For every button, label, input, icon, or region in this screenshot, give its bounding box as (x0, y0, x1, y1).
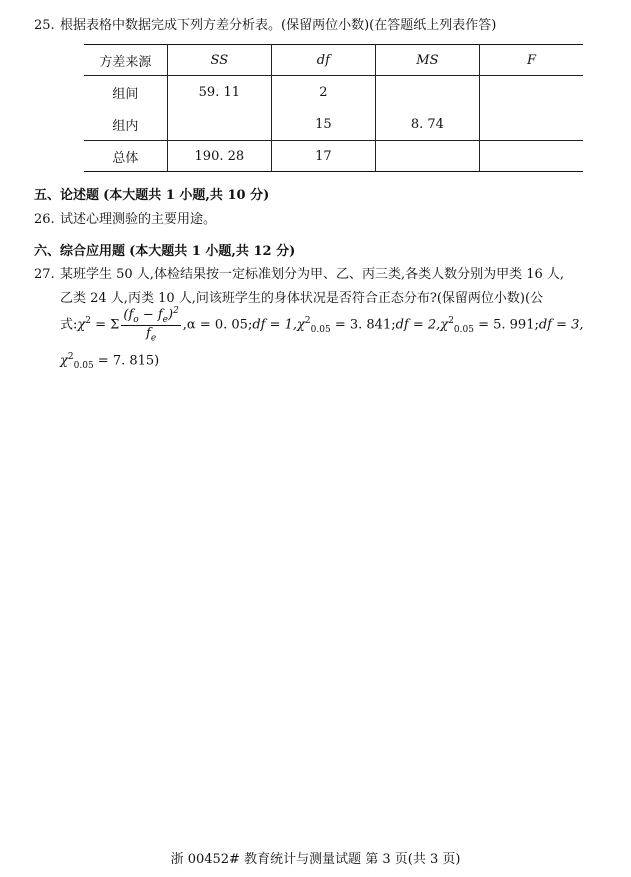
table-cell: 组内 (84, 108, 167, 141)
table-cell (479, 141, 583, 172)
subscript: 0.05 (453, 324, 474, 335)
df-value: df = 1, (252, 317, 298, 333)
table-row (84, 141, 583, 172)
table-cell: 2 (271, 76, 375, 109)
df-value: df = 2, (395, 317, 441, 333)
sigma-sign: = Σ (91, 317, 120, 333)
fraction-denominator (121, 326, 180, 344)
chi-symbol: χ (440, 317, 449, 333)
question-text: 根据表格中数据完成下列方差分析表。(保留两位小数)(在答题纸上列表作答) (60, 18, 497, 33)
table-cell (375, 141, 479, 172)
superscript: 2 (304, 315, 311, 326)
fraction (121, 306, 180, 344)
critical-value: = 7. 815) (93, 353, 160, 369)
table-cell (479, 108, 583, 141)
table-cell (167, 108, 271, 141)
section-title: 六、综合应用题 (34, 244, 126, 259)
alpha-value: ,α = 0. 05; (182, 317, 253, 333)
table-cell: 59. 11 (167, 76, 271, 109)
numerator-part: ) (167, 307, 174, 323)
section-note: (本大题共 1 小题,共 10 分) (103, 188, 270, 203)
chi-square-formula (60, 306, 584, 344)
superscript: 2 (85, 315, 92, 326)
question-text: 试述心理测验的主要用途。 (60, 212, 217, 227)
critical-value: = 3. 841; (330, 317, 396, 333)
table-cell: 17 (271, 141, 375, 172)
superscript: 2 (448, 315, 454, 326)
anova-table (84, 44, 583, 172)
page-footer: 浙 00452# 教育统计与测量试题 第 3 页(共 3 页) (170, 852, 461, 867)
header-f: F (479, 45, 583, 76)
header-ss: SS (167, 45, 271, 76)
question-number: 26. (34, 212, 55, 227)
numerator-part: (f (123, 307, 134, 323)
chi-symbol: χ (77, 317, 86, 333)
question-number: 25. (34, 18, 55, 33)
header-source: 方差来源 (84, 45, 167, 76)
table-cell (375, 76, 479, 109)
question-26 (34, 208, 216, 227)
question-25 (34, 14, 496, 33)
table-cell: 总体 (84, 141, 167, 172)
df-value: df = 3, (538, 317, 584, 333)
superscript: 2 (67, 352, 74, 362)
table-cell (479, 76, 583, 109)
subscript: o (133, 314, 139, 325)
fraction-numerator (121, 306, 180, 326)
section-6-heading (34, 240, 295, 259)
formula-prefix: 式: (60, 317, 78, 333)
section-title: 五、论述题 (34, 188, 100, 203)
question-text: 某班学生 50 人,体检结果按一定标准划分为甲、乙、丙三类,各类人数分别为甲类 16 人, (60, 267, 565, 282)
table-row (84, 108, 583, 141)
chi-symbol: χ (297, 317, 305, 333)
question-27-line-1 (34, 263, 564, 282)
formula-continuation (60, 352, 159, 371)
table-cell: 8. 74 (375, 108, 479, 141)
table-cell: 组间 (84, 76, 167, 109)
section-note: (本大题共 1 小题,共 12 分) (129, 244, 296, 259)
subscript: e (162, 314, 168, 325)
question-number: 27. (34, 267, 55, 282)
table-cell: 15 (271, 108, 375, 141)
table-cell: 190. 28 (167, 141, 271, 172)
subscript: e (150, 333, 157, 344)
superscript: 2 (173, 306, 179, 316)
section-5-heading (34, 184, 269, 203)
table-row (84, 76, 583, 109)
header-ms: MS (375, 45, 479, 76)
question-text: 乙类 24 人,丙类 10 人,问该班学生的身体状况是否符合正态分布?(保留两位小数)(公 (60, 291, 544, 306)
numerator-part: − f (138, 307, 163, 323)
chi-symbol: χ (60, 353, 68, 369)
table-header-row (84, 45, 583, 76)
critical-value: = 5. 991; (473, 317, 539, 333)
subscript: 0.05 (310, 324, 331, 335)
header-df: df (271, 45, 375, 76)
denominator-part: f (146, 325, 151, 341)
subscript: 0.05 (73, 360, 94, 371)
question-27-line-2 (60, 287, 543, 306)
